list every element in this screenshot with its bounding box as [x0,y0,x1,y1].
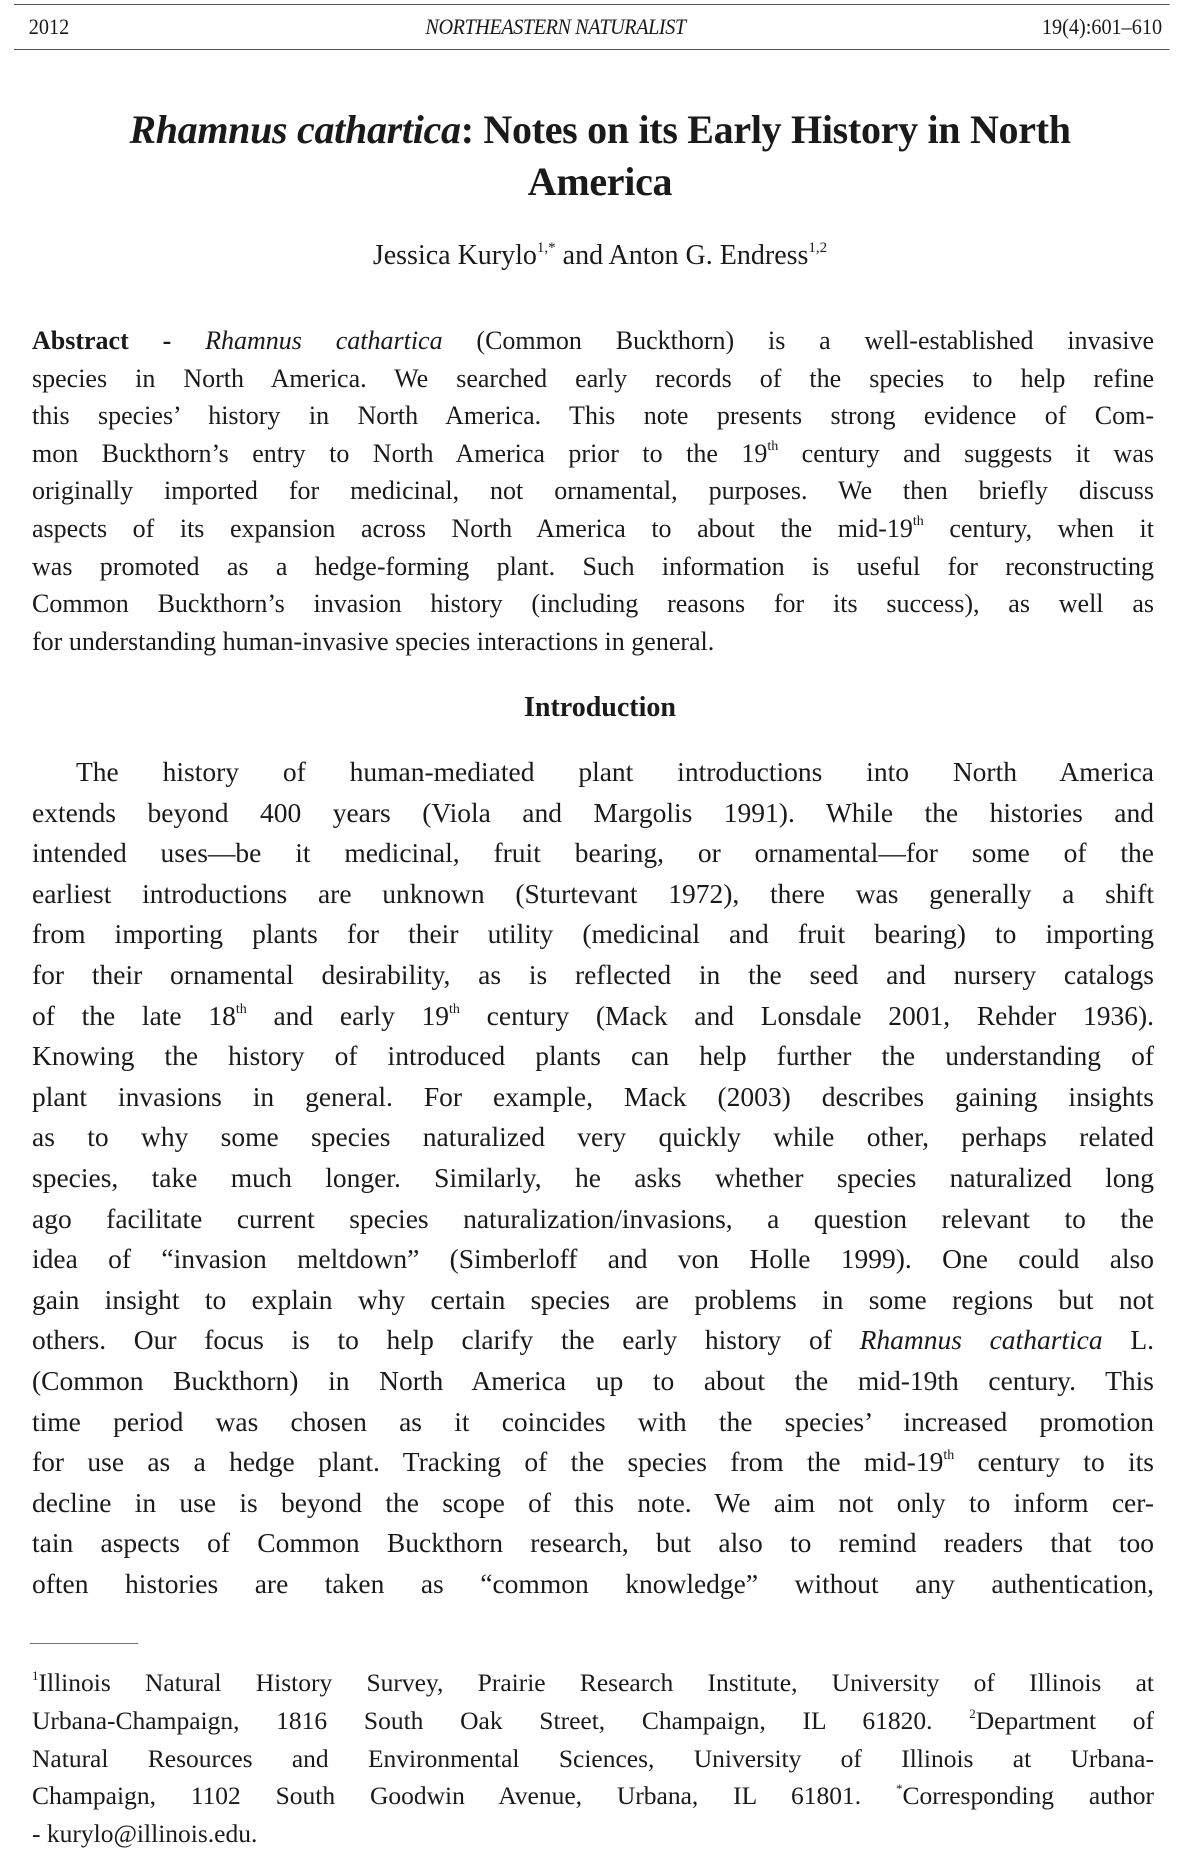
body-line: gain insight to explain why certain species are problems in some regions but not [32,1283,1154,1315]
body-line: from importing plants for their utility (medicinal and fruit bearing) to importing [32,918,1154,950]
running-head [14,4,1170,50]
introduction-body [32,752,1154,1604]
title-line-2: America [527,159,673,204]
title-line-1: Rhamnus cathartica: Notes on its Early History in North [129,107,1071,152]
abstract-line: mon Buckthorn’s entry to North America prior to the 19th century and suggests it was [32,438,1154,468]
body-line: as to why some species naturalized very quickly while other, perhaps related [32,1121,1154,1153]
body-line: for use as a hedge plant. Tracking of the species from the mid-19th century to its [32,1446,1154,1478]
body-line: The history of human-mediated plant introductions into North America [76,756,1154,787]
title-species-name: Rhamnus cathartica [129,107,461,152]
body-line: decline in use is beyond the scope of this note. We aim not only to inform cer- [32,1486,1154,1518]
body-line: intended uses—be it medicinal, fruit bearing, or ornamental—for some of the [32,837,1154,869]
footnote-line: Natural Resources and Environmental Sciences, University of Illinois at Urbana- [32,1743,1154,1773]
author-name: Jessica Kurylo [372,240,537,271]
body-line: others. Our focus is to help clarify the early history of Rhamnus cathartica L. [32,1324,1154,1356]
abstract-label: Abstract - [32,326,206,355]
body-line: for their ornamental desirability, as is reflected in the seed and nursery catalogs [32,958,1154,990]
footnote-line: Urbana-Champaign, 1816 South Oak Street, Champaign, IL 61820. $^2$Department of [32,1705,1155,1735]
running-head-year: 2012 [28,14,70,39]
author-list: Jessica Kurylo$^{1,*}$ and Anton G. Endress$^{1,2}$ [372,240,828,271]
abstract-line: was promoted as a hedge-forming plant. Such information is useful for reconstructing [32,551,1154,581]
running-head-journal: NORTHEASTERN NATURALIST [425,14,686,39]
abstract-line: aspects of its expansion across North America to about the mid-19th century, when it [32,513,1154,543]
section-heading-introduction: Introduction [524,692,676,723]
abstract [32,322,1154,660]
footnote-line: Champaign, 1102 South Goodwin Avenue, Urbana, IL 61801. *Corresponding author [32,1781,1154,1811]
body-line: species, take much longer. Similarly, he asks whether species naturalized long [32,1161,1154,1193]
body-line: plant invasions in general. For example, Mack (2003) describes gaining insights [32,1080,1154,1112]
body-line: idea of “invasion meltdown” (Simberloff and von Holle 1999). One could also [32,1243,1154,1275]
body-line: (Common Buckthorn) in North America up to about the mid-19th century. This [32,1364,1154,1396]
body-line: earliest introductions are unknown (Sturtevant 1972), there was generally a shift [32,877,1154,909]
abstract-line: species in North America. We searched early records of the species to help refine [32,363,1154,393]
footnote-divider [30,1643,138,1644]
abstract-line: originally imported for medicinal, not ornamental, purposes. We then briefly discuss [32,476,1154,506]
abstract-line: for understanding human-invasive species interactions in general. [32,626,715,656]
running-head-citation: 19(4):601–610 [1041,14,1163,39]
footnote-line: $^1$Illinois Natural History Survey, Prairie Research Institute, University of Illinois at [32,1668,1154,1697]
abstract-line: this species’ history in North America. This note presents strong evidence of Com- [32,401,1154,431]
corresponding-author-email: kurylo@illinois.edu [46,1819,251,1849]
body-line: tain aspects of Common Buckthorn research, but also to remind readers that too [32,1527,1154,1559]
footnote-line: - kurylo@illinois.edu. [32,1819,258,1849]
body-line: Knowing the history of introduced plants can help further the understanding of [32,1040,1154,1072]
abstract-line: Common Buckthorn’s invasion history (including reasons for its success), as well as [32,589,1154,619]
footnotes [32,1664,1154,1853]
abstract-line: Abstract - Rhamnus cathartica (Common Buckthorn) is a well-established invasive [32,326,1154,355]
article-title [40,104,1160,208]
body-line: ago facilitate current species naturalization/invasions, a question relevant to the [32,1202,1154,1234]
author-name: Anton G. Endress [608,240,809,271]
body-line: time period was chosen as it coincides with the species’ increased promotion [32,1405,1154,1437]
author-affiliation-marker: 1,2 [808,240,828,256]
body-line: of the late 18th and early 19th century (Mack and Lonsdale 2001, Rehder 1936). [32,999,1154,1031]
author-affiliation-marker: 1,* [536,240,556,256]
body-line: often histories are taken as “common knowledge” without any authentication, [32,1567,1154,1599]
body-line: extends beyond 400 years (Viola and Margolis 1991). While the histories and [32,796,1154,828]
